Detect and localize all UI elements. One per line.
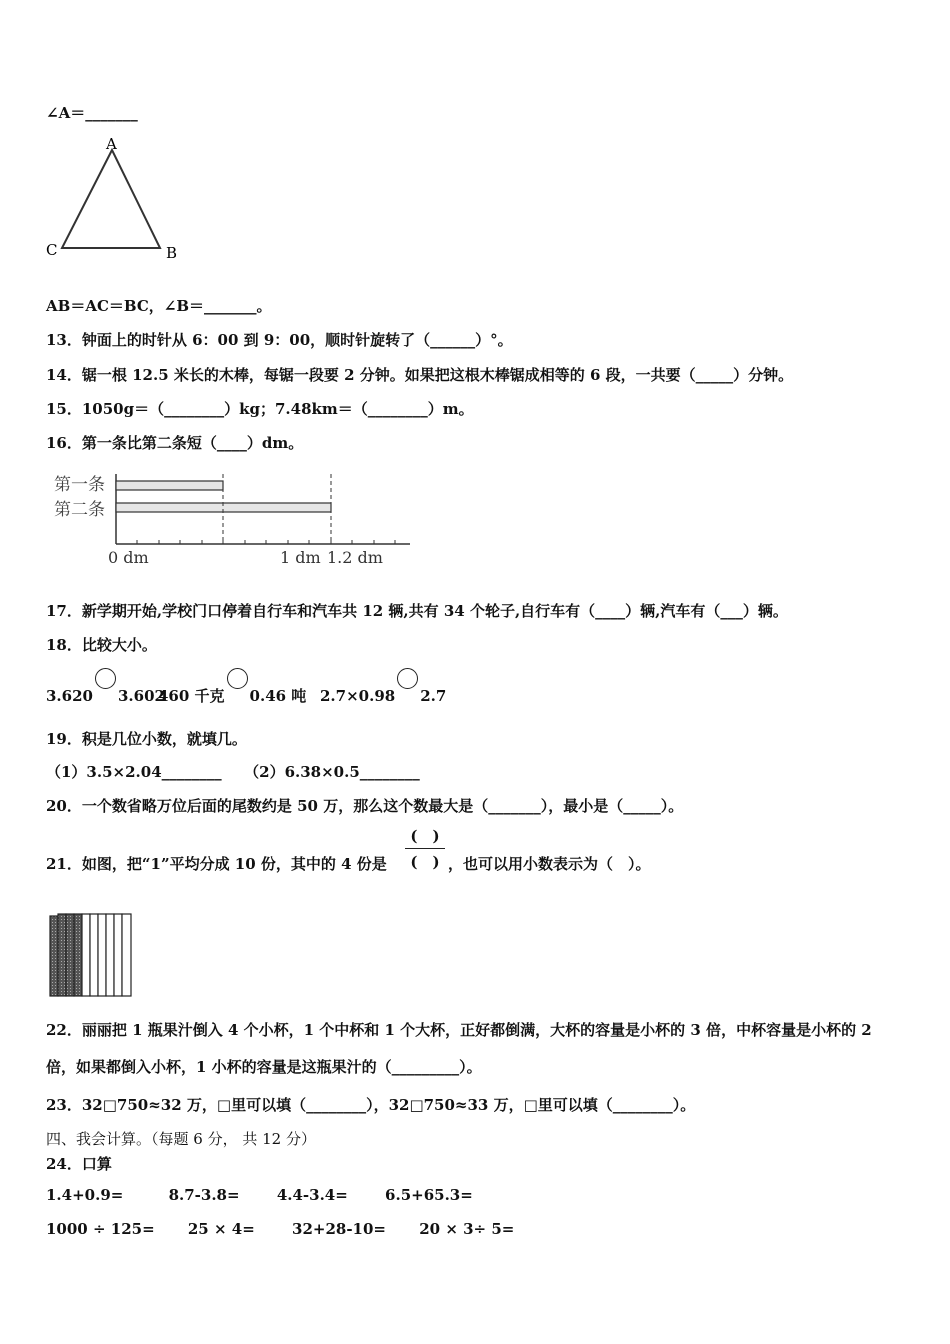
calc-item: 1.4+0.9= <box>46 1186 124 1204</box>
question-19-parts: （1）3.5×2.04________ （2）6.38×0.5________ <box>46 763 420 781</box>
unshaded-strips <box>82 914 131 996</box>
calc-row-1 <box>46 1186 501 1204</box>
compare-b1: 460 千克 <box>158 687 225 705</box>
ten-strips-figure <box>46 910 141 1002</box>
question-23: 23．32□750≈32 万，□里可以填（________），32□750≈33 万，□里可以填（________）。 <box>46 1096 696 1114</box>
fraction-bar <box>405 848 445 849</box>
ruler-ticks <box>116 538 395 544</box>
calc-item: 25 × 4= <box>187 1220 255 1238</box>
triangle-shape <box>62 150 160 248</box>
question-16: 16．第一条比第二条短（____）dm。 <box>46 434 304 452</box>
compare-a1: 3.620 <box>46 687 93 705</box>
question-21-tail: ，也可以用小数表示为（ ）。 <box>448 855 651 873</box>
question-22: 22．丽丽把 1 瓶果汁倒入 4 个小杯，1 个中杯和 1 个大杯，正好都倒满，大杯的容量是小杯的 3 倍，中杯容量是小杯的 2 倍，如果都倒入小杯，1 小杯的容量是这瓶果汁的（_________）。 <box>46 1021 872 1076</box>
triangle-label-a: A <box>106 135 117 153</box>
bar-label-second: 第二条 <box>54 500 105 520</box>
question-24: 24．口算 <box>46 1155 112 1173</box>
bar-label-first: 第一条 <box>54 475 105 495</box>
compare-c2: 2.7 <box>420 687 447 705</box>
compare-circle-2[interactable] <box>227 668 248 689</box>
tick-label-12: 1.2 dm <box>327 548 383 567</box>
compare-a2: 3.602 <box>117 687 165 705</box>
question-14: 14．锯一根 12.5 米长的木棒，每锯一段要 2 分钟。如果把这根木棒锯成相等的 6 段，一共要（_____）分钟。 <box>46 366 794 384</box>
section-4-heading: 四、我会计算。（每题 6 分， 共 12 分） <box>46 1130 316 1148</box>
calc-item: 4.4-3.4= <box>276 1186 348 1204</box>
question-ab: AB＝AC＝BC，∠B＝_______。 <box>46 297 272 315</box>
question-15: 15．1050g＝（________）kg；7.48km＝（________）m。 <box>46 400 474 418</box>
compare-b2: 0.46 吨 <box>249 687 307 705</box>
triangle-label-c: C <box>46 241 58 259</box>
question-17: 17．新学期开始,学校门口停着自行车和汽车共 12 辆,共有 34 个轮子,自行车有（____）辆,汽车有（___）辆。 <box>46 602 788 620</box>
question-13: 13．钟面上的时针从 6：00 到 9：00，顺时针旋转了（______）°。 <box>46 331 513 349</box>
question-21: 21．如图，把“1”平均分成 10 份，其中的 4 份是 <box>46 855 387 873</box>
tick-label-0: 0 dm <box>108 548 149 567</box>
calc-item: 8.7-3.8= <box>168 1186 240 1204</box>
calc-item: 20 × 3÷ 5= <box>419 1220 515 1238</box>
calc-item: 1000 ÷ 125= <box>46 1220 155 1238</box>
shaded-strips <box>50 914 82 996</box>
fraction-denominator: ( ) <box>410 853 440 871</box>
tick-label-1: 1 dm <box>280 548 321 567</box>
angle-a-question: ∠A＝_______ <box>46 104 138 122</box>
bar-length-figure <box>50 466 420 576</box>
equilateral-triangle-figure <box>40 130 200 270</box>
compare-c1: 2.7×0.98 <box>320 687 396 705</box>
compare-item-1 <box>46 680 165 705</box>
fraction-blank[interactable] <box>405 825 445 872</box>
calc-item: 6.5+65.3= <box>385 1186 473 1204</box>
compare-circle-3[interactable] <box>397 668 418 689</box>
fraction-numerator: ( ) <box>410 827 440 845</box>
calc-row-2 <box>46 1220 542 1238</box>
calc-item: 32+28-10= <box>292 1220 386 1238</box>
compare-item-2 <box>158 680 306 706</box>
compare-item-3 <box>320 680 446 705</box>
triangle-label-b: B <box>166 244 178 262</box>
bar-first <box>116 481 223 490</box>
question-19: 19．积是几位小数，就填几。 <box>46 730 247 748</box>
question-20: 20．一个数省略万位后面的尾数约是 50 万，那么这个数最大是（_______），最小是（_____）。 <box>46 797 684 815</box>
question-18: 18．比较大小。 <box>46 636 157 654</box>
compare-circle-1[interactable] <box>95 668 116 689</box>
